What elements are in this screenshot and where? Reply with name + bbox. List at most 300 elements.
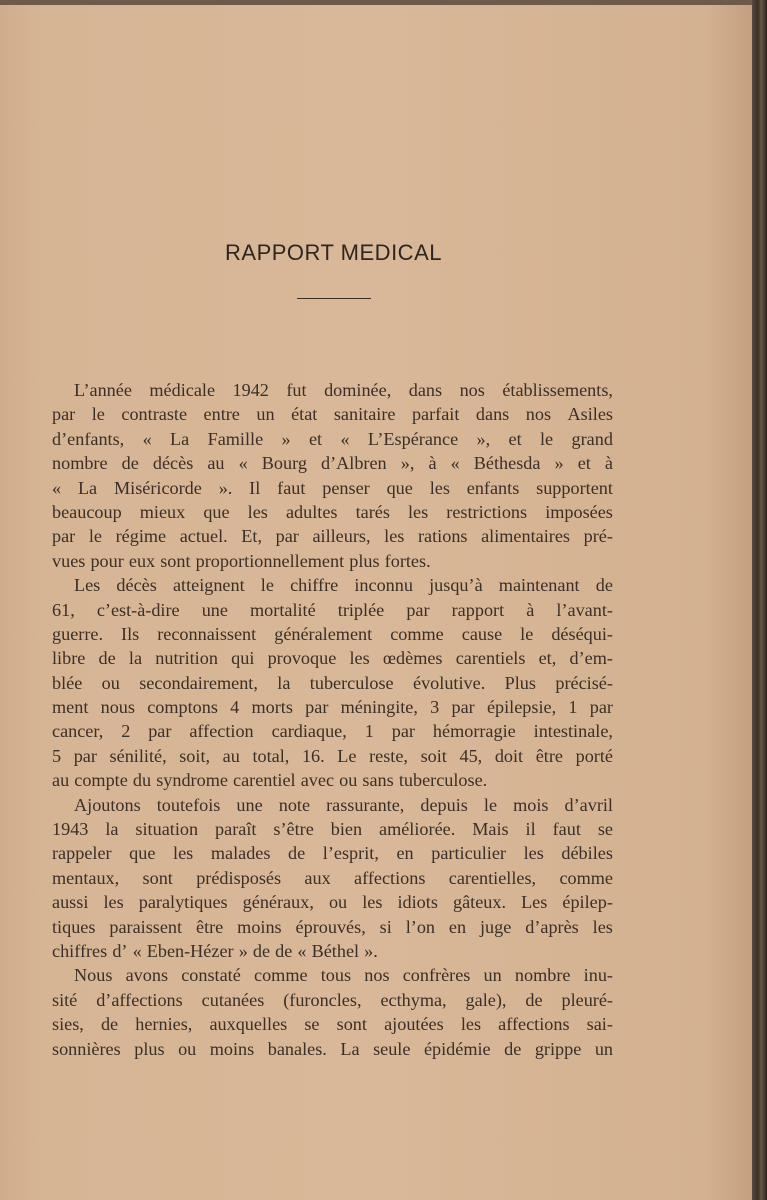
word: eux — [128, 550, 156, 571]
word: la — [105, 819, 119, 840]
word: (furoncles, — [283, 989, 362, 1010]
word: », — [476, 428, 491, 449]
book-binding-edge — [752, 0, 767, 1200]
word: hernies, — [135, 1014, 193, 1035]
word: paralytiques — [138, 892, 228, 913]
word: rations — [417, 526, 468, 547]
word: grand — [571, 428, 613, 449]
word: d’affections — [96, 989, 183, 1010]
word: L’Espérance — [367, 428, 459, 449]
word: aussi — [52, 892, 89, 913]
word: penser — [322, 477, 370, 498]
word: évolutive. — [413, 672, 486, 693]
word: le — [91, 404, 105, 425]
word: d’em- — [569, 648, 613, 669]
word: carentiel — [233, 770, 296, 791]
word: par — [275, 526, 299, 547]
word: toutefois — [156, 794, 221, 815]
word: atteignent — [172, 575, 245, 596]
word: confrères — [402, 965, 471, 986]
word: l’esprit, — [322, 843, 379, 864]
word: le — [88, 526, 102, 547]
word: provoque — [267, 648, 337, 669]
text-line — [52, 671, 613, 695]
word: » — [238, 940, 248, 961]
word: blée — [52, 672, 83, 693]
word: jusqu’à — [429, 575, 483, 596]
word: le — [260, 575, 274, 596]
text-line — [52, 915, 613, 939]
word: affections — [354, 867, 426, 888]
word: une — [201, 599, 228, 620]
word: nombre — [514, 965, 571, 986]
word: nous — [100, 697, 135, 718]
word: médicale — [149, 380, 216, 400]
word: sité — [52, 989, 78, 1010]
word: et, — [538, 648, 557, 669]
word: débiles — [561, 843, 613, 864]
word: en — [396, 843, 414, 864]
word: guerre. — [52, 623, 103, 644]
word: paraissent — [109, 916, 183, 937]
word: contraste — [121, 404, 188, 425]
word: pré- — [583, 526, 613, 547]
word: entre — [203, 404, 240, 425]
word: par — [589, 697, 613, 718]
word: d’après — [525, 916, 579, 937]
word: « — [52, 477, 62, 498]
word: un — [594, 1038, 613, 1059]
word: chiffres — [52, 940, 108, 961]
word: d’Albren — [321, 453, 387, 474]
text-line — [52, 890, 613, 914]
word: La — [77, 477, 98, 498]
text-line — [52, 1012, 613, 1036]
word: note — [278, 794, 311, 815]
word: Ajoutons — [74, 794, 141, 815]
word: vues — [52, 550, 86, 571]
word: 61, — [52, 599, 75, 620]
word: malades — [210, 843, 271, 864]
word: nos — [364, 965, 390, 986]
word: Les — [74, 575, 101, 596]
word: 1 — [568, 697, 578, 718]
word: ou — [328, 892, 348, 913]
word: ou — [101, 672, 120, 693]
word: ajoutées — [384, 1014, 444, 1035]
word: décès — [152, 453, 194, 474]
word: juge — [480, 916, 512, 937]
word: Asiles — [567, 404, 613, 425]
word: hémorragie — [432, 721, 516, 742]
word: gâteux. — [452, 892, 506, 913]
word: nutrition — [155, 648, 218, 669]
page-top-edge — [0, 0, 767, 5]
word: avons — [125, 965, 169, 986]
word: cardiaque, — [271, 721, 347, 742]
word: d’ — [112, 940, 128, 961]
word: décès — [116, 575, 157, 596]
word: éprouvés, — [295, 916, 366, 937]
word: œdèmes — [382, 648, 443, 669]
word: faut — [277, 477, 306, 498]
word: si — [379, 916, 392, 937]
word: les — [460, 1014, 482, 1035]
word: ment — [52, 697, 89, 718]
text-line — [52, 841, 613, 865]
word: L’année — [74, 380, 132, 400]
word: ecthyma, — [380, 989, 447, 1010]
word: proportionnellement — [195, 550, 345, 571]
word: un — [256, 404, 275, 425]
word: sont — [336, 1014, 367, 1035]
word: et — [508, 428, 522, 449]
text-line — [52, 598, 613, 622]
word: restrictions — [446, 501, 528, 522]
word: depuis — [420, 794, 468, 815]
word: à — [526, 599, 535, 620]
word: cause — [461, 623, 503, 644]
word: plus — [134, 1038, 165, 1059]
word: que — [129, 843, 156, 864]
word: épidémie — [423, 1038, 491, 1059]
text-line — [52, 549, 613, 573]
word: Le — [337, 745, 357, 766]
word: constaté — [181, 965, 241, 986]
word: aux — [304, 867, 331, 888]
word: rassurante, — [326, 794, 405, 815]
word: sai- — [586, 1014, 613, 1035]
word: La — [340, 1038, 360, 1059]
word: il — [525, 819, 536, 840]
word: au — [52, 770, 70, 791]
word: la — [277, 672, 291, 693]
word: état — [291, 404, 318, 425]
text-line — [52, 793, 613, 817]
word: grippe — [534, 1038, 582, 1059]
text-line — [52, 476, 613, 500]
word: par — [451, 697, 475, 718]
word: alimentaires — [481, 526, 570, 547]
word: 45, — [459, 745, 483, 766]
word: actuel. — [179, 526, 228, 547]
word: épilepsie, — [486, 697, 557, 718]
word: secondairement, — [139, 672, 258, 693]
word: en — [448, 916, 467, 937]
text-line — [52, 500, 613, 524]
title-rule — [297, 298, 371, 299]
body-text — [52, 378, 613, 1061]
word: Il — [249, 477, 261, 498]
text-line — [52, 817, 613, 841]
word: pleuré- — [561, 989, 613, 1010]
word: la — [128, 648, 143, 669]
word: Nous — [74, 965, 113, 986]
word: par — [391, 721, 415, 742]
word: sénilité, — [109, 745, 167, 766]
word: qui — [231, 648, 255, 669]
word: libre — [52, 648, 86, 669]
word: carentiels — [455, 648, 526, 669]
word: mortalité — [250, 599, 316, 620]
word: par — [52, 404, 76, 425]
text-line — [52, 768, 613, 792]
word: carentielles, — [448, 867, 537, 888]
word: de — [121, 453, 139, 474]
text-line — [52, 573, 613, 597]
word: les — [103, 892, 124, 913]
word: Plus — [504, 672, 536, 693]
word: les — [592, 916, 613, 937]
word: moins — [209, 1038, 255, 1059]
word: enfants — [466, 477, 520, 498]
text-line — [52, 378, 613, 402]
word: mois — [513, 794, 549, 815]
text-line — [52, 963, 613, 987]
word: triplée — [337, 599, 385, 620]
word: compte — [74, 770, 128, 791]
word: situation — [135, 819, 199, 840]
word: syndrome — [156, 770, 228, 791]
word: comme — [559, 867, 613, 888]
text-line — [52, 427, 613, 451]
word: tuberculose. — [398, 770, 488, 791]
word: « — [238, 453, 248, 474]
word: nombre — [52, 453, 108, 474]
word: affections — [498, 1014, 570, 1035]
word: maintenant — [498, 575, 580, 596]
text-line — [52, 646, 613, 670]
text-line — [52, 695, 613, 719]
word: se — [597, 819, 613, 840]
word: les — [247, 501, 268, 522]
word: pour — [90, 550, 124, 571]
word: 1942 — [232, 380, 269, 400]
word: « — [297, 940, 307, 961]
word: faut — [552, 819, 581, 840]
text-line — [52, 1037, 613, 1061]
word: cancer, — [52, 721, 104, 742]
word: 5 — [52, 745, 62, 766]
word: Famille — [207, 428, 264, 449]
word: un — [483, 965, 502, 986]
word: auxquelles — [209, 1014, 288, 1035]
word: ou — [178, 1038, 197, 1059]
word: chiffre — [290, 575, 339, 596]
word: La — [170, 428, 190, 449]
word: mieux — [139, 501, 186, 522]
word: fut — [286, 380, 307, 400]
text-line — [52, 988, 613, 1012]
word: parfait — [411, 404, 460, 425]
word: affection — [189, 721, 254, 742]
word: Miséricorde — [113, 477, 202, 498]
word: total, — [252, 745, 290, 766]
text-line — [52, 744, 613, 768]
text-line — [52, 866, 613, 890]
word: se — [304, 1014, 320, 1035]
word: avec — [300, 770, 335, 791]
word: plus — [349, 550, 380, 571]
word: sans — [362, 770, 394, 791]
word: soit, — [179, 745, 211, 766]
word: par — [52, 526, 76, 547]
word: particulier — [431, 843, 506, 864]
word: par — [305, 697, 329, 718]
word: les — [173, 843, 194, 864]
word: épilep- — [562, 892, 613, 913]
word: Mais — [472, 819, 509, 840]
word: prédisposés — [196, 867, 282, 888]
word: par — [406, 599, 430, 620]
word: « — [132, 940, 142, 961]
word: imposées — [545, 501, 613, 522]
word: fortes. — [384, 550, 431, 571]
text-line — [52, 719, 613, 743]
word: l’avant- — [556, 599, 613, 620]
word: beaucoup — [52, 501, 122, 522]
word: dans — [475, 404, 510, 425]
word: améliorée. — [379, 819, 456, 840]
word: paraît — [215, 819, 257, 840]
word: doit — [494, 745, 524, 766]
word: gale), — [465, 989, 507, 1010]
word: 1943 — [52, 819, 89, 840]
word: précisé- — [555, 672, 613, 693]
word: dominée, — [324, 380, 392, 400]
word: que — [203, 501, 230, 522]
word: s’être — [273, 819, 314, 840]
page-title: RAPPORT MEDICAL — [225, 240, 442, 265]
word: Ils — [121, 623, 140, 644]
word: Béthesda — [473, 453, 541, 474]
word: ou — [339, 770, 358, 791]
word: et — [308, 428, 323, 449]
text-line — [52, 939, 613, 963]
word: ». — [218, 477, 233, 498]
word: être — [535, 745, 563, 766]
word: tous — [320, 965, 352, 986]
word: soit — [420, 745, 447, 766]
word: tiques — [52, 916, 96, 937]
word: tarés — [355, 501, 390, 522]
word: Béthel — [311, 940, 360, 961]
word: par — [73, 745, 97, 766]
word: généralement — [274, 623, 373, 644]
word: le — [520, 623, 534, 644]
word: rappeler — [52, 843, 112, 864]
word: du — [132, 770, 152, 791]
word: au — [222, 745, 240, 766]
word: 2 — [121, 721, 131, 742]
word: » — [281, 428, 291, 449]
word: morts — [251, 697, 293, 718]
word: Bourg — [261, 453, 307, 474]
word: 1 — [364, 721, 374, 742]
word: de — [98, 648, 116, 669]
word: » — [554, 453, 564, 474]
word: sont — [160, 550, 191, 571]
word: porté — [575, 745, 613, 766]
word: banales. — [267, 1038, 327, 1059]
word: l’on — [405, 916, 436, 937]
word: bien — [330, 819, 363, 840]
word: de — [525, 989, 543, 1010]
word: de — [288, 843, 306, 864]
word: seule — [373, 1038, 411, 1059]
text-line — [52, 622, 613, 646]
word: inconnu — [354, 575, 413, 596]
word: sont — [142, 867, 173, 888]
word: ailleurs, — [312, 526, 371, 547]
word: que — [386, 477, 413, 498]
word: d’enfants, — [52, 428, 125, 449]
word: dans — [408, 380, 443, 400]
word: Et, — [241, 526, 262, 547]
word: de — [100, 1014, 119, 1035]
word: déséqui- — [551, 623, 613, 644]
word: les — [349, 648, 370, 669]
word: le — [483, 794, 498, 815]
word: par — [148, 721, 172, 742]
word: », — [400, 453, 415, 474]
word: les — [523, 843, 544, 864]
word: les — [407, 501, 429, 522]
word: Les — [521, 892, 548, 913]
word: idiots — [397, 892, 438, 913]
word: inu- — [583, 965, 613, 986]
word: moins — [237, 916, 282, 937]
word: les — [429, 477, 450, 498]
word: intestinale, — [533, 721, 613, 742]
word: reconnaissent — [157, 623, 257, 644]
word: établissements, — [502, 380, 613, 400]
word: être — [196, 916, 224, 937]
word: comptons — [147, 697, 218, 718]
word: 4 — [230, 697, 240, 718]
word: régime — [115, 526, 167, 547]
word: d’avril — [564, 794, 613, 815]
word: tuberculose — [309, 672, 394, 693]
word: le — [540, 428, 554, 449]
word: sonnières — [52, 1038, 121, 1059]
word: supportent — [536, 477, 613, 498]
word: de — [595, 575, 613, 596]
word: 3 — [430, 697, 440, 718]
word: sies, — [52, 1014, 84, 1035]
word: c’est-à-dire — [96, 599, 180, 620]
word: cutanées — [201, 989, 265, 1010]
word: généraux, — [242, 892, 314, 913]
word: une — [236, 794, 263, 815]
word: ». — [364, 940, 378, 961]
word: à — [428, 453, 437, 474]
word: comme — [390, 623, 444, 644]
word: méningite, — [340, 697, 418, 718]
word: 16. — [301, 745, 325, 766]
word: à — [604, 453, 613, 474]
word: les — [362, 892, 383, 913]
word: « — [340, 428, 350, 449]
word: au — [207, 453, 225, 474]
word: de — [252, 940, 271, 961]
text-line — [52, 451, 613, 475]
word: mentaux, — [52, 867, 120, 888]
word: nos — [525, 404, 552, 425]
word: sanitaire — [333, 404, 396, 425]
word: « — [450, 453, 460, 474]
word: adultes — [285, 501, 338, 522]
